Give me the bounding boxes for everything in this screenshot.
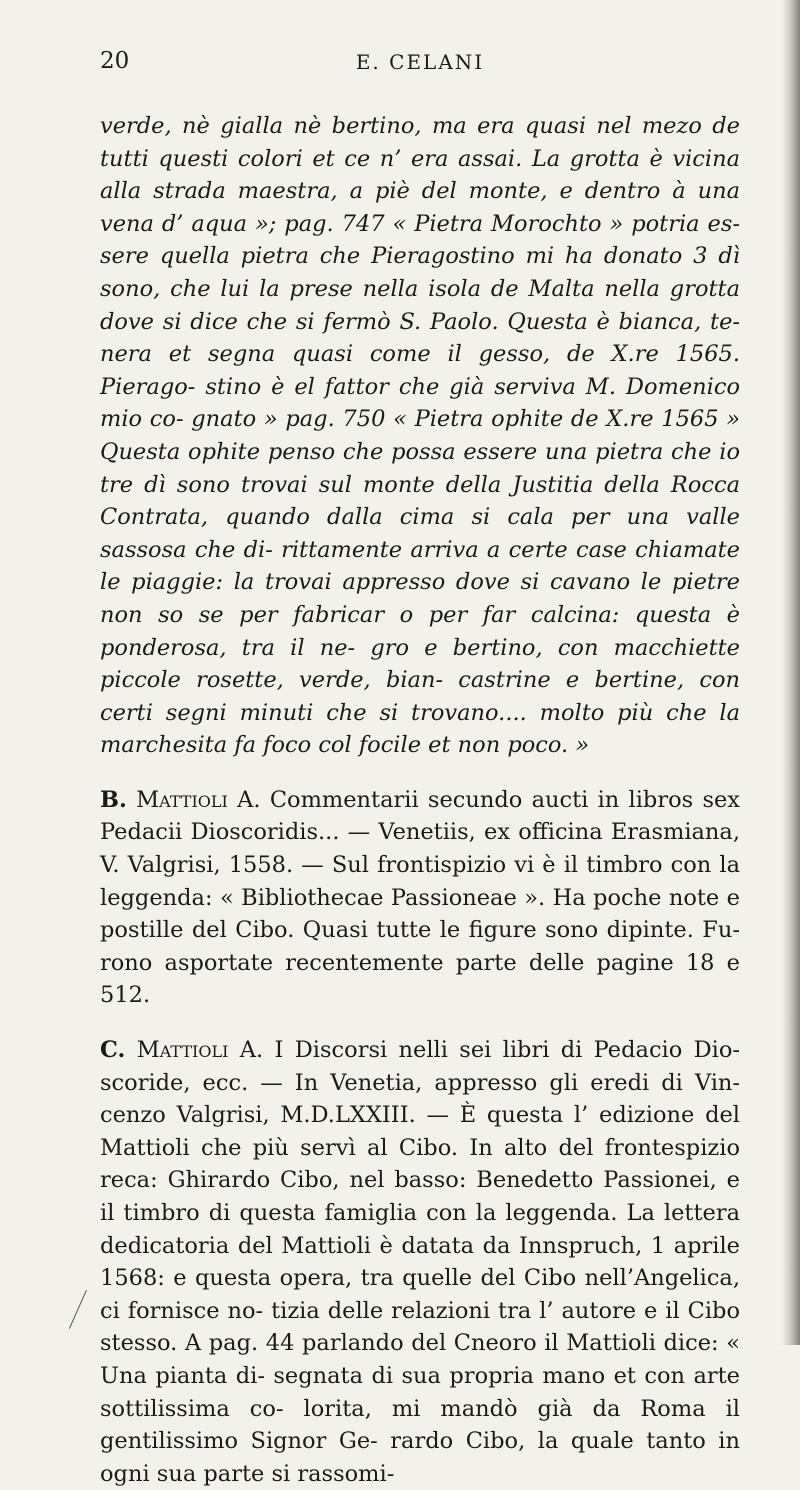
entry-c (100, 1034, 740, 1490)
entry-c-author: Mattioli (136, 1037, 229, 1064)
entry-b-author: Mattioli (136, 786, 228, 813)
entry-b-letter: B. (100, 786, 127, 813)
running-head-author: E. CELANI (355, 50, 485, 74)
running-head (100, 48, 740, 80)
page-edge-shadow (782, 0, 800, 1345)
entry-c-letter: C. (100, 1037, 126, 1064)
page-number: 20 (100, 48, 130, 74)
entry-b-initial: A. (237, 786, 261, 813)
stray-pencil-mark (69, 1290, 87, 1329)
quoted-passage: verde, nè gialla nè bertino, ma era quasi nel mezo de tutti questi colori et ce n’ era assai. La grotta è vicina alla strada maestra, a piè del monte, e dentro à una vena d’ aqua »; pag. 747 « Pietra Morochto » potria es- sere quella pietra che Pieragostino mi ha donato 3 dì sono, che lui la prese nella isola de Malta nella grotta dove si dice che si fermò S. Paolo. Questa è bianca, te- nera et segna quasi come il gesso, de X.re 1565. Pierago- stino è el fattor che già serviva M. Domenico mio co- gnato » pag. 750 « Pietra ophite de X.re 1565 » Questa ophite penso che possa essere una pietra che io tre dì sono trovai sul monte della Justitia della Rocca Contrata, quando dalla cima si cala per una valle sassosa che di- rittamente arriva a certe case chiamate le piaggie: la trovai appresso dove si cavano le pietre non so se per fabricar o per far calcina: questa è ponderosa, tra il ne- gro e bertino, con macchiette piccole rosette, verde, bian- castrine e bertine, con certi segni minuti che si trovano.... molto più che la marchesita fa foco col focile et non poco. » (100, 113, 740, 759)
book-page (100, 48, 740, 1490)
entry-b (100, 784, 740, 1012)
entry-b-text: Commentarii secundo aucti in libros sex Pedacii Dioscoridis... — Venetiis, ex officina Erasmiana, V. Valgrisi, 1558. — Sul frontispizio vi è il timbro con la leggenda: « Bibliothecae Passioneae ». Ha poche note e postille del Cibo. Quasi tutte le figure sono dipinte. Fu- rono asportate recentemente parte delle pagine 18 e 512. (100, 786, 740, 1009)
entry-c-initial: A. (239, 1037, 264, 1064)
page-body (100, 110, 740, 1490)
entry-c-text: I Discorsi nelli sei libri di Pedacio Dio- scoride, ecc. — In Venetia, appresso gli eredi di Vin- cenzo Valgrisi, M.D.LXXIII. — È questa l’ edizione del Mattioli che più servì al Cibo. In alto del frontespizio reca: Ghirardo Cibo, nel basso: Benedetto Passionei, e il timbro di questa famiglia con la leggenda. La lettera dedicatoria del Mattioli è datata da Innspruch, 1 aprile 1568: e questa opera, tra quelle del Cibo nell’Angelica, ci fornisce no- tizia delle relazioni tra l’ autore e il Cibo stesso. A pag. 44 parlando del Cneoro il Mattioli dice: « Una pianta di- segnata di sua propria mano et con arte sottilissima co- lorita, mi mandò già da Roma il gentilissimo Signor Ge- rardo Cibo, la quale tanto in ogni sua parte si rassomi- (100, 1037, 741, 1487)
